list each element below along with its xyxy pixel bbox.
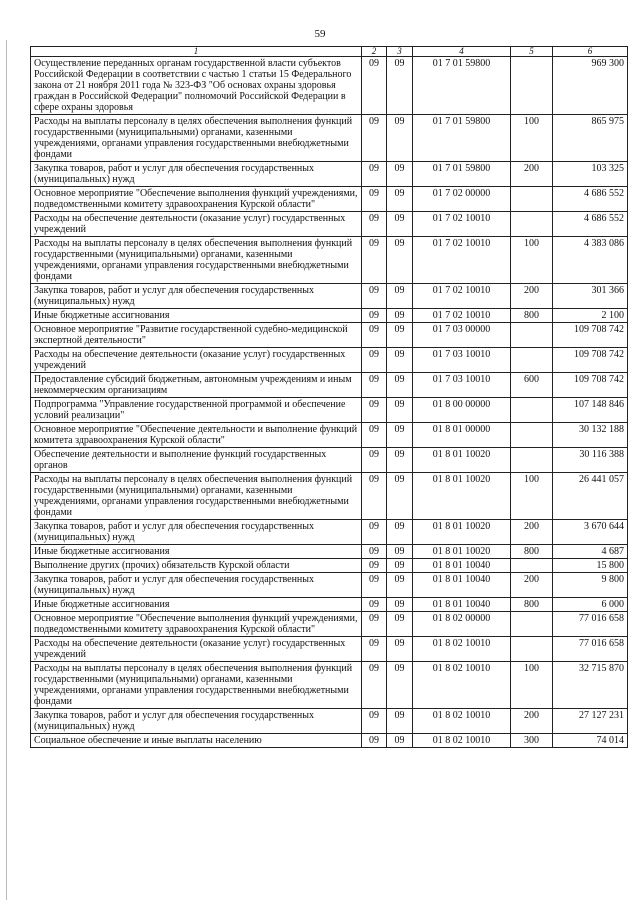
cell-name: Предоставление субсидий бюджетным, автономным учреждениям и иным некоммерческим организациям <box>31 373 362 398</box>
cell-subsection: 09 <box>387 115 413 162</box>
cell-target-article: 01 8 01 00000 <box>413 423 511 448</box>
cell-subsection: 09 <box>387 162 413 187</box>
cell-target-article: 01 8 01 10040 <box>413 598 511 612</box>
cell-target-article: 01 7 02 10010 <box>413 284 511 309</box>
cell-amount: 77 016 658 <box>553 612 628 637</box>
cell-target-article: 01 8 01 10020 <box>413 545 511 559</box>
cell-name: Социальное обеспечение и иные выплаты населению <box>31 734 362 748</box>
cell-expense-type <box>511 348 553 373</box>
cell-subsection: 09 <box>387 662 413 709</box>
cell-expense-type <box>511 57 553 115</box>
cell-expense-type: 100 <box>511 473 553 520</box>
table-row <box>31 162 628 187</box>
cell-target-article: 01 7 02 10010 <box>413 309 511 323</box>
cell-subsection: 09 <box>387 448 413 473</box>
cell-target-article: 01 8 00 00000 <box>413 398 511 423</box>
cell-amount: 30 116 388 <box>553 448 628 473</box>
cell-target-article: 01 7 01 59800 <box>413 115 511 162</box>
cell-section: 09 <box>362 57 387 115</box>
table-row <box>31 309 628 323</box>
cell-target-article: 01 8 01 10040 <box>413 573 511 598</box>
cell-target-article: 01 8 01 10040 <box>413 559 511 573</box>
cell-target-article: 01 7 03 00000 <box>413 323 511 348</box>
cell-target-article: 01 7 01 59800 <box>413 162 511 187</box>
cell-subsection: 09 <box>387 57 413 115</box>
cell-section: 09 <box>362 559 387 573</box>
table-row <box>31 598 628 612</box>
cell-section: 09 <box>362 398 387 423</box>
cell-section: 09 <box>362 323 387 348</box>
cell-section: 09 <box>362 237 387 284</box>
cell-expense-type: 200 <box>511 520 553 545</box>
table-row <box>31 348 628 373</box>
cell-amount: 26 441 057 <box>553 473 628 520</box>
table-row <box>31 573 628 598</box>
cell-amount: 4 383 086 <box>553 237 628 284</box>
table-row <box>31 187 628 212</box>
cell-name: Расходы на выплаты персоналу в целях обеспечения выполнения функций государственными (муниципальными) органами, казенными учреждениями, органами управления государственными внебюджетными фондами <box>31 662 362 709</box>
cell-subsection: 09 <box>387 545 413 559</box>
cell-subsection: 09 <box>387 473 413 520</box>
table-row <box>31 284 628 309</box>
cell-subsection: 09 <box>387 237 413 284</box>
cell-expense-type: 800 <box>511 309 553 323</box>
cell-name: Закупка товаров, работ и услуг для обеспечения государственных (муниципальных) нужд <box>31 573 362 598</box>
cell-name: Закупка товаров, работ и услуг для обеспечения государственных (муниципальных) нужд <box>31 284 362 309</box>
cell-name: Иные бюджетные ассигнования <box>31 309 362 323</box>
table-row <box>31 212 628 237</box>
table-row <box>31 612 628 637</box>
cell-name: Расходы на выплаты персоналу в целях обеспечения выполнения функций государственными (муниципальными) органами, казенными учреждениями, органами управления государственными внебюджетными фондами <box>31 473 362 520</box>
cell-target-article: 01 8 01 10020 <box>413 448 511 473</box>
cell-subsection: 09 <box>387 373 413 398</box>
cell-name: Обеспечение деятельности и выполнение функций государственных органов <box>31 448 362 473</box>
cell-amount: 109 708 742 <box>553 373 628 398</box>
cell-section: 09 <box>362 373 387 398</box>
cell-name: Расходы на обеспечение деятельности (оказание услуг) государственных учреждений <box>31 212 362 237</box>
cell-expense-type: 100 <box>511 115 553 162</box>
cell-expense-type: 800 <box>511 598 553 612</box>
cell-subsection: 09 <box>387 323 413 348</box>
cell-section: 09 <box>362 212 387 237</box>
cell-amount: 107 148 846 <box>553 398 628 423</box>
cell-name: Расходы на выплаты персоналу в целях обеспечения выполнения функций государственными (муниципальными) органами, казенными учреждениями, органами управления государственными внебюджетными фондами <box>31 237 362 284</box>
cell-name: Закупка товаров, работ и услуг для обеспечения государственных (муниципальных) нужд <box>31 520 362 545</box>
cell-name: Выполнение других (прочих) обязательств Курской области <box>31 559 362 573</box>
cell-subsection: 09 <box>387 423 413 448</box>
cell-expense-type: 100 <box>511 237 553 284</box>
cell-amount: 3 670 644 <box>553 520 628 545</box>
cell-target-article: 01 7 02 00000 <box>413 187 511 212</box>
scan-edge-line <box>6 40 7 900</box>
cell-target-article: 01 7 02 10010 <box>413 237 511 284</box>
table-row <box>31 237 628 284</box>
page-number: 59 <box>314 28 326 40</box>
table-row <box>31 373 628 398</box>
cell-subsection: 09 <box>387 709 413 734</box>
cell-subsection: 09 <box>387 520 413 545</box>
cell-subsection: 09 <box>387 309 413 323</box>
cell-expense-type <box>511 612 553 637</box>
cell-name: Основное мероприятие "Обеспечение деятельности и выполнение функций комитета здравоохранения Курской области" <box>31 423 362 448</box>
cell-subsection: 09 <box>387 212 413 237</box>
cell-amount: 103 325 <box>553 162 628 187</box>
cell-name: Основное мероприятие "Обеспечение выполнения функций учреждениями, подведомственными комитету здравоохранения Курской области" <box>31 187 362 212</box>
cell-amount: 2 100 <box>553 309 628 323</box>
cell-expense-type <box>511 398 553 423</box>
table-row <box>31 448 628 473</box>
cell-name: Закупка товаров, работ и услуг для обеспечения государственных (муниципальных) нужд <box>31 709 362 734</box>
cell-target-article: 01 7 01 59800 <box>413 57 511 115</box>
header-cell-name: 1 <box>31 47 362 57</box>
cell-section: 09 <box>362 162 387 187</box>
cell-section: 09 <box>362 598 387 612</box>
table-row <box>31 709 628 734</box>
cell-expense-type <box>511 187 553 212</box>
cell-expense-type: 300 <box>511 734 553 748</box>
cell-subsection: 09 <box>387 598 413 612</box>
cell-section: 09 <box>362 448 387 473</box>
cell-target-article: 01 8 02 00000 <box>413 612 511 637</box>
header-cell-expense-type: 5 <box>511 47 553 57</box>
header-row <box>31 47 628 57</box>
cell-subsection: 09 <box>387 637 413 662</box>
budget-table <box>30 46 628 748</box>
cell-section: 09 <box>362 473 387 520</box>
cell-amount: 15 800 <box>553 559 628 573</box>
cell-name: Осуществление переданных органам государственной власти субъектов Российской Федерации в соответствии с частью 1 статьи 15 Федерального закона от 21 ноября 2011 года № 323-ФЗ "Об основах охраны здоровья граждан в Российской Федерации" полномочий Российской Федерации в сфере охраны здоровья <box>31 57 362 115</box>
cell-amount: 4 686 552 <box>553 187 628 212</box>
cell-expense-type <box>511 448 553 473</box>
cell-section: 09 <box>362 709 387 734</box>
cell-name: Расходы на обеспечение деятельности (оказание услуг) государственных учреждений <box>31 348 362 373</box>
cell-name: Иные бюджетные ассигнования <box>31 545 362 559</box>
cell-section: 09 <box>362 573 387 598</box>
table-row <box>31 398 628 423</box>
table-row <box>31 559 628 573</box>
table-body <box>31 57 628 748</box>
cell-section: 09 <box>362 545 387 559</box>
cell-amount: 32 715 870 <box>553 662 628 709</box>
cell-target-article: 01 8 02 10010 <box>413 709 511 734</box>
table-row <box>31 662 628 709</box>
header-cell-amount: 6 <box>553 47 628 57</box>
cell-name: Закупка товаров, работ и услуг для обеспечения государственных (муниципальных) нужд <box>31 162 362 187</box>
table-row <box>31 637 628 662</box>
cell-subsection: 09 <box>387 398 413 423</box>
cell-section: 09 <box>362 734 387 748</box>
cell-amount: 865 975 <box>553 115 628 162</box>
cell-section: 09 <box>362 115 387 162</box>
cell-name: Основное мероприятие "Развитие государственной судебно-медицинской экспертной деятельности" <box>31 323 362 348</box>
table-row <box>31 545 628 559</box>
cell-name: Расходы на обеспечение деятельности (оказание услуг) государственных учреждений <box>31 637 362 662</box>
cell-subsection: 09 <box>387 573 413 598</box>
header-cell-section: 2 <box>362 47 387 57</box>
cell-target-article: 01 8 02 10010 <box>413 637 511 662</box>
cell-target-article: 01 8 01 10020 <box>413 473 511 520</box>
cell-amount: 109 708 742 <box>553 323 628 348</box>
cell-subsection: 09 <box>387 284 413 309</box>
cell-section: 09 <box>362 637 387 662</box>
cell-target-article: 01 7 02 10010 <box>413 212 511 237</box>
cell-amount: 74 014 <box>553 734 628 748</box>
cell-expense-type <box>511 423 553 448</box>
table-row <box>31 520 628 545</box>
cell-expense-type <box>511 559 553 573</box>
cell-name: Расходы на выплаты персоналу в целях обеспечения выполнения функций государственными (муниципальными) органами, казенными учреждениями, органами управления государственными внебюджетными фондами <box>31 115 362 162</box>
header-cell-subsection: 3 <box>387 47 413 57</box>
cell-expense-type: 200 <box>511 162 553 187</box>
cell-section: 09 <box>362 520 387 545</box>
cell-amount: 4 687 <box>553 545 628 559</box>
cell-target-article: 01 8 01 10020 <box>413 520 511 545</box>
cell-section: 09 <box>362 662 387 709</box>
cell-amount: 6 000 <box>553 598 628 612</box>
table-row <box>31 734 628 748</box>
cell-amount: 27 127 231 <box>553 709 628 734</box>
cell-amount: 969 300 <box>553 57 628 115</box>
cell-expense-type <box>511 212 553 237</box>
header-cell-target-article: 4 <box>413 47 511 57</box>
cell-subsection: 09 <box>387 187 413 212</box>
cell-name: Основное мероприятие "Обеспечение выполнения функций учреждениями, подведомственными комитету здравоохранения Курской области" <box>31 612 362 637</box>
cell-section: 09 <box>362 309 387 323</box>
cell-name: Подпрограмма "Управление государственной программой и обеспечение условий реализации" <box>31 398 362 423</box>
cell-expense-type: 200 <box>511 284 553 309</box>
cell-amount: 301 366 <box>553 284 628 309</box>
cell-expense-type: 200 <box>511 709 553 734</box>
cell-expense-type <box>511 323 553 348</box>
cell-section: 09 <box>362 284 387 309</box>
cell-expense-type <box>511 637 553 662</box>
cell-target-article: 01 8 02 10010 <box>413 734 511 748</box>
cell-section: 09 <box>362 187 387 212</box>
cell-name: Иные бюджетные ассигнования <box>31 598 362 612</box>
cell-subsection: 09 <box>387 559 413 573</box>
cell-expense-type: 600 <box>511 373 553 398</box>
cell-amount: 77 016 658 <box>553 637 628 662</box>
table-row <box>31 423 628 448</box>
cell-expense-type: 800 <box>511 545 553 559</box>
cell-amount: 109 708 742 <box>553 348 628 373</box>
cell-section: 09 <box>362 348 387 373</box>
cell-amount: 9 800 <box>553 573 628 598</box>
table-row <box>31 473 628 520</box>
cell-target-article: 01 8 02 10010 <box>413 662 511 709</box>
cell-target-article: 01 7 03 10010 <box>413 373 511 398</box>
cell-amount: 30 132 188 <box>553 423 628 448</box>
cell-target-article: 01 7 03 10010 <box>413 348 511 373</box>
table-row <box>31 323 628 348</box>
cell-subsection: 09 <box>387 734 413 748</box>
table-row <box>31 57 628 115</box>
cell-amount: 4 686 552 <box>553 212 628 237</box>
cell-subsection: 09 <box>387 612 413 637</box>
cell-section: 09 <box>362 423 387 448</box>
cell-section: 09 <box>362 612 387 637</box>
cell-expense-type: 100 <box>511 662 553 709</box>
table-row <box>31 115 628 162</box>
cell-expense-type: 200 <box>511 573 553 598</box>
cell-subsection: 09 <box>387 348 413 373</box>
